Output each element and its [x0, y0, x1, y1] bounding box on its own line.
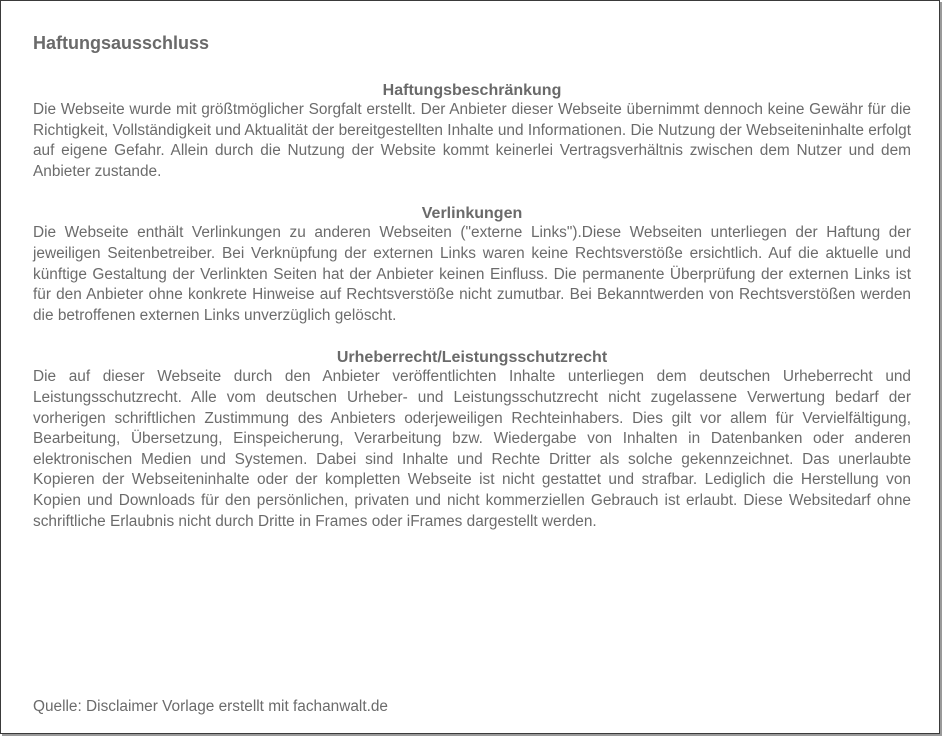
section-haftungsbeschraenkung	[33, 81, 911, 182]
section-body: Die auf dieser Webseite durch den Anbieter veröffentlichten Inhalte unterliegen dem deutschen Urheberrecht und Leistungsschutzrecht. Alle vom deutschen Urheber- und Leistungsschutzrecht nicht zugelassene Verwertung bedarf der vorherigen schriftlichen Zustimmung des Anbieters oderjeweiligen Rechteinhabers. Dies gilt vor allem für Vervielfältigung, Bearbeitung, Übersetzung, Einspeicherung, Verarbeitung bzw. Wiedergabe von Inhalten in Datenbanken oder anderen elektronischen Medien und Systemen. Dabei sind Inhalte und Rechte Dritter als solche gekennzeichnet. Das unerlaubte Kopieren der Webseiteninhalte oder der kompletten Webseite ist nicht gestattet und strafbar. Lediglich die Herstellung von Kopien und Downloads für den persönlichen, privaten und nicht kommerziellen Gebrauch ist erlaubt. Diese Websitedarf ohne schriftliche Erlaubnis nicht durch Dritte in Frames oder iFrames dargestellt werden.	[33, 368, 911, 530]
disclaimer-content	[33, 31, 911, 554]
section-verlinkungen	[33, 204, 911, 326]
section-heading: Urheberrecht/Leistungsschutzrecht	[336, 349, 608, 367]
section-urheberrecht	[33, 348, 911, 532]
section-heading: Haftungsbeschränkung	[382, 82, 562, 99]
page-title: Haftungsausschluss	[33, 33, 210, 53]
section-body: Die Webseite enthält Verlinkungen zu anderen Webseiten ("externe Links").Diese Webseiten unterliegen der Haftung der jeweiligen Seitenbetreiber. Bei Verknüpfung der externen Links waren keine Rechtsverstöße ersichtlich. Auf die aktuelle und künftige Gestaltung der Verlinkten Seiten hat der Anbieter keinen Einfluss. Die permanente Überprüfung der externen Links ist für den Anbieter ohne konkrete Hinweise auf Rechtsverstöße nicht zumutbar. Bei Bekanntwerden von Rechtsverstößen werden die betroffenen externen Links unverzüglich gelöscht.	[33, 224, 911, 324]
section-heading: Verlinkungen	[421, 205, 523, 223]
section-body: Die Webseite wurde mit größtmöglicher Sorgfalt erstellt. Der Anbieter dieser Webseite übernimmt dennoch keine Gewähr für die Richtigkeit, Vollständigkeit und Aktualität der bereitgestellten Inhalte und Informationen. Die Nutzung der Webseiteninhalte erfolgt auf eigene Gefahr. Allein durch die Nutzung der Website kommt keinerlei Vertragsverhältnis zwischen dem Nutzer und dem Anbieter zustande.	[33, 101, 911, 180]
source-note: Quelle: Disclaimer Vorlage erstellt mit fachanwalt.de	[33, 698, 388, 715]
